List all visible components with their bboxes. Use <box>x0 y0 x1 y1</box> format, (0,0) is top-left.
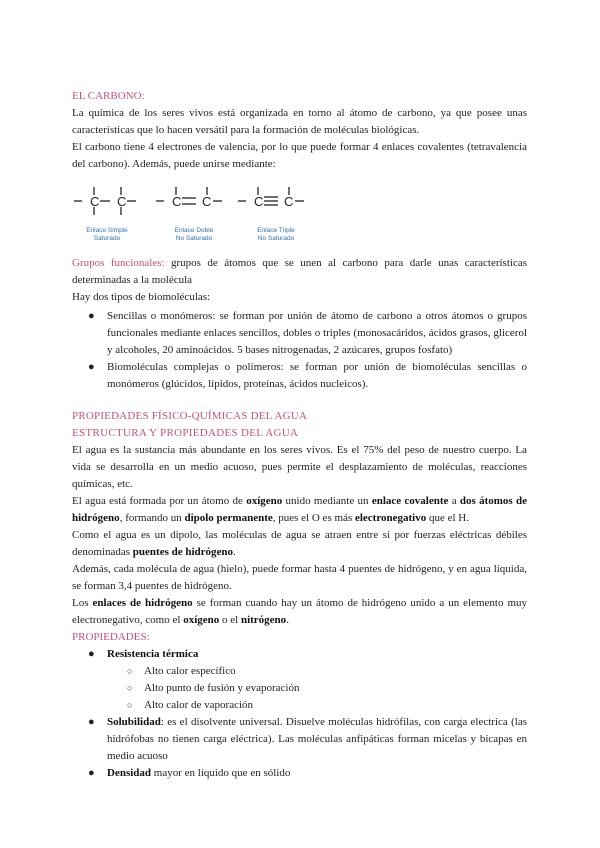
bullet-icon: ● <box>88 310 95 322</box>
text-span: unido mediante un <box>282 495 372 507</box>
list-item <box>72 765 527 782</box>
bold-text: oxígeno <box>183 614 220 626</box>
bold-text: dos átomos de hidrógeno <box>72 495 527 524</box>
section-subtitle-agua: ESTRUCTURA Y PROPIEDADES DEL AGUA <box>72 427 299 439</box>
grupos-funcionales-paragraph <box>72 255 527 289</box>
properties-list <box>72 646 527 782</box>
text-span: a <box>448 495 460 507</box>
triple-bond-diagram <box>238 179 314 242</box>
single-bond-structure <box>74 179 144 225</box>
list-item-text: Sencillas o monómeros: se forman por unión de átomo de carbono a otros átomos o grupos funcionales mediante enlaces sencillos, dobles o triples (monosacáridos, ácidos grasos, glicerol y alcoholes, 20 aminoácidos. 5 bases nitrogenadas, 2 azúcares, grupos fosfato) <box>107 310 527 356</box>
carbono-paragraph-2: El carbono tiene 4 electrones de valencia, por lo que puede formar 4 enlaces covalentes (tetravalencia del carbono). Además, puede unirse mediante: <box>72 141 527 170</box>
list-item-text: Biomoléculas complejas o polímeros: se forman por unión de biomoléculas sencillas o monómeros (glúcidos, lípidos, proteínas, ácidos nucleicos). <box>107 361 527 390</box>
agua-paragraph-1: El agua es la sustancia más abundante en los seres vivos. Es el 75% del peso de nuestro cuerpo. La vida se desarrolla en un medio acuoso, pues permite el desplazamiento de moléculas, reacciones químicas, etc. <box>72 444 527 490</box>
text-span: Como el agua es un dipolo, las moléculas de agua se atraen entre sí por fuerzas eléctricas débiles denominadas <box>72 529 527 558</box>
circle-bullet-icon: ○ <box>127 666 133 676</box>
carbon-bonds-diagram <box>72 179 527 247</box>
tipos-intro: Hay dos tipos de biomoléculas: <box>72 291 211 303</box>
bold-text: nitrógeno <box>240 614 287 626</box>
bold-text: enlaces de hidrógeno <box>92 597 193 609</box>
triple-bond-caption <box>248 227 304 243</box>
text-span: . <box>286 614 289 626</box>
grupos-funcionales-text: grupos de átomos que se unen al carbono para darle unas características determinadas a la molécula <box>72 257 527 286</box>
text-span: , formando un <box>119 512 185 524</box>
text-span: , pues el O es más <box>272 512 355 524</box>
bold-text: Resistencia térmica <box>107 648 199 660</box>
triple-bond-structure <box>238 179 314 225</box>
sublist-item <box>72 697 527 714</box>
agua-paragraph-2 <box>72 493 527 527</box>
bold-text: dipolo permanente <box>184 512 273 524</box>
svg-text:C: C <box>117 194 127 209</box>
bold-text: Densidad <box>107 767 152 779</box>
single-bond-caption <box>80 227 134 243</box>
circle-bullet-icon: ○ <box>127 700 133 710</box>
double-bond-type: No Saturado <box>175 235 213 242</box>
sublist-item-text: Alto punto de fusión y evaporación <box>144 682 300 694</box>
list-item-text <box>107 646 527 663</box>
carbono-paragraph-1: La química de los seres vivos está organizada en torno al átomo de carbono, ya que posee unas características que lo hacen versátil para la formación de moléculas biológicas. <box>72 107 527 136</box>
text-span: mayor en líquido que en sólido <box>151 767 291 779</box>
svg-text:C: C <box>202 194 212 209</box>
triple-bond-type: No Saturado <box>257 235 295 242</box>
bold-text: Solubilidad <box>107 716 161 728</box>
single-bond-diagram <box>74 179 144 242</box>
svg-text:C: C <box>90 194 100 209</box>
bold-text: oxígeno <box>246 495 283 507</box>
document-page <box>72 88 527 782</box>
bold-text: electronegativo <box>354 512 427 524</box>
double-bond-caption <box>166 227 222 243</box>
bullet-icon: ● <box>88 716 95 728</box>
list-item-text <box>107 714 527 765</box>
text-span: El agua está formada por un átomo de <box>72 495 247 507</box>
single-bond-name: Enlace Simple <box>86 227 128 234</box>
biomolecule-types-list <box>72 308 527 393</box>
section-title-carbono: EL CARBONO: <box>72 90 145 102</box>
list-item <box>72 646 527 714</box>
section-title-agua: PROPIEDADES FÍSICO-QUÍMICAS DEL AGUA <box>72 410 308 422</box>
double-bond-structure <box>156 179 232 225</box>
svg-text:C: C <box>254 194 264 209</box>
sublist-item <box>72 663 527 680</box>
sublist-item <box>72 680 527 697</box>
grupos-funcionales-label: Grupos funcionales: <box>72 257 165 269</box>
resistencia-sublist <box>72 663 527 714</box>
list-item <box>72 714 527 765</box>
agua-paragraph-3 <box>72 527 527 561</box>
double-bond-diagram <box>156 179 232 242</box>
bullet-icon: ● <box>88 361 95 373</box>
agua-paragraph-4: Además, cada molécula de agua (hielo), puede formar hasta 4 puentes de hidrógeno, y en agua líquida, se forman 3,4 puentes de hidrógeno. <box>72 563 527 592</box>
bullet-icon: ● <box>88 767 95 779</box>
text-span: que el H. <box>426 512 469 524</box>
agua-paragraph-5 <box>72 595 527 629</box>
triple-bond-name: Enlace Triple <box>257 227 295 234</box>
text-span: o el <box>219 614 241 626</box>
list-item <box>72 308 527 359</box>
sublist-item-text: Alto calor de vaporación <box>144 699 254 711</box>
svg-text:C: C <box>284 194 294 209</box>
sublist-item-text: Alto calor específico <box>144 665 236 677</box>
svg-text:C: C <box>172 194 182 209</box>
text-span: . <box>233 546 236 558</box>
bold-text: puentes de hidrógeno <box>132 546 234 558</box>
agua-section <box>72 408 527 782</box>
text-span: Los <box>72 597 93 609</box>
text-span: : es el disolvente universal. Disuelve moléculas hidrófilas, con carga electrica (las hidrófobas no tienen carga eléctrica). Las moléculas anfipáticas forman micelas y bicapas en medio acuoso <box>107 716 527 762</box>
bullet-icon: ● <box>88 648 95 660</box>
list-item-text <box>107 765 527 782</box>
circle-bullet-icon: ○ <box>127 683 133 693</box>
bold-text: enlace covalente <box>371 495 449 507</box>
list-item <box>72 359 527 393</box>
double-bond-name: Enlace Doble <box>174 227 214 234</box>
text-span: se forman cuando hay un átomo de hidrógeno unido a un elemento muy electronegativo, como el <box>72 597 528 626</box>
single-bond-type: Saturado <box>93 235 121 242</box>
propiedades-title: PROPIEDADES: <box>72 631 150 643</box>
